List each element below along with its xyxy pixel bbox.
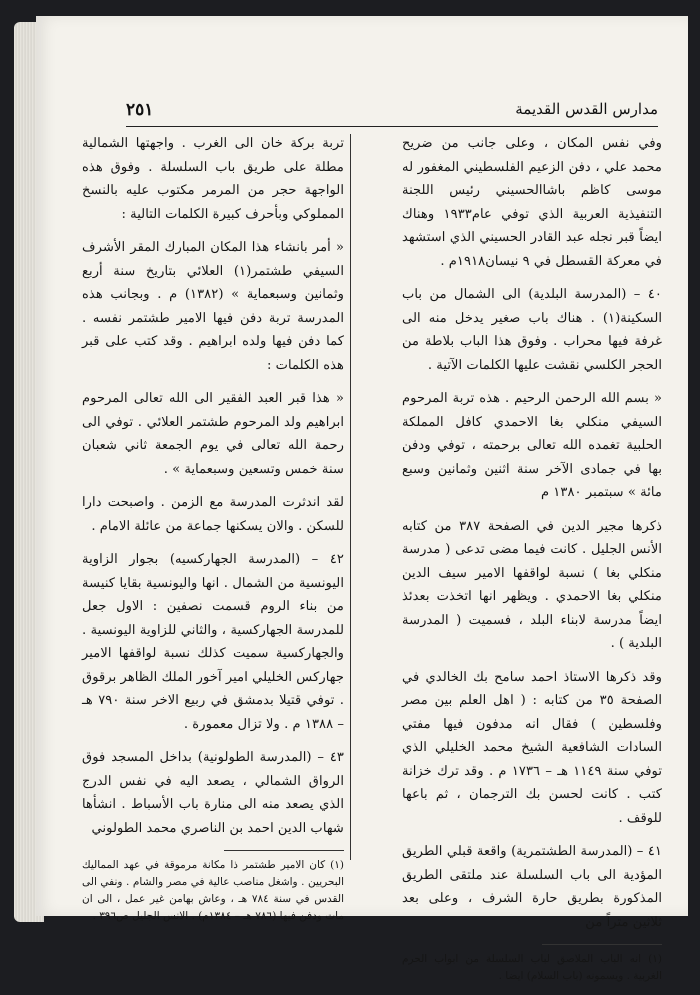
paragraph: ذكرها مجير الدين في الصفحة ٣٨٧ من كتابه الأنس الجليل . كانت فيما مضى تدعى ( مدرسة منكلي بغا ) نسبة لواقفها الامير سيف الدين منكلي بغا الاحمدي . ويظهر انها اتخذت بعدئذ ايضاً مدرسة لابناء البلد ، فسميت ( المدرسة البلدية ) . bbox=[402, 518, 662, 651]
footnote: (١) كان الامير طشتمر ذا مكانة مرموقة في عهد المماليك البحريين . واشغل مناصب عالية في مصر والشام . ونفي الى القدس في سنة ٧٨٤ هـ ، وعاش بهامن غير عمل ، الى ان مات ودفن فيها (٧٨٦ هـ – ١٣٨٤م) . الانس الجليل ص٣٩٦ . bbox=[82, 859, 344, 922]
paragraph: وقد ذكرها الاستاذ احمد سامح بك الخالدي في الصفحة ٣٥ من كتابه : ( اهل العلم بين مصر وفلسطين ) فقال انه مدفون فيها مفتي السادات الشافعية الشيخ محمد الخليلي الذي توفي سنة ١١٤٩ هـ – ١٧٣٦ م . وقد ترك خزانة كتب . كانت لحسن بك الترجمان ، ثم باعها للوقف . bbox=[402, 669, 662, 826]
footnote: (١) انه الباب الملاصق لباب السلسلة من ابواب الحرم الغربية . ويسمونه (باب السلام) ايضا . bbox=[402, 953, 662, 982]
left-column bbox=[82, 132, 344, 935]
running-title: مدارس القدس القديمة bbox=[515, 100, 658, 118]
paragraph: « بسم الله الرحمن الرحيم . هذه تربة المرحوم السيفي منكلي بغا الاحمدي كافل المملكة الحلبية تغمده الله تعالى برحمته ، توفي ودفن بها في جمادى الآخر سنة اثنين وثمانين وسبع مائة » سبتمبر ١٣٨٠ م bbox=[402, 391, 662, 500]
paragraph: ٤٣ – (المدرسة الطولونية) بداخل المسجد فوق الرواق الشمالي ، يصعد اليه في نفس الدرج الذي يصعد منه الى منارة باب الأسباط . انشأها شهاب الدين احمد بن الناصري محمد الطولوني bbox=[82, 750, 344, 836]
footnote-divider bbox=[542, 944, 662, 945]
right-column bbox=[402, 132, 662, 995]
page-number: ٢٥١ bbox=[126, 100, 154, 120]
paragraph: تربة بركة خان الى الغرب . واجهتها الشمالية مطلة على طريق باب السلسلة . وفوق هذه الواجهة حجر من المرمر مكتوب عليه بالنسخ المملوكي وبأحرف كبيرة الكلمات التالية : bbox=[82, 136, 344, 222]
paragraph: لقد اندثرت المدرسة مع الزمن . واصبحت دارا للسكن . والان يسكنها جماعة من عائلة الامام . bbox=[82, 495, 344, 534]
paragraph: ٤٢ – (المدرسة الجهاركسيه) بجوار الزاوية اليونسية من الشمال . انها واليونسية بقايا كنيسة من بناء الروم قسمت نصفين : الاول جعل للمدرسة الجهاركسية ، والثاني للزاوية اليونسية . والجهاركسية سميت كذلك نسبة لواقفها الامير جهاركس الخليلي امير آخور الملك الظاهر برقوق . توفي قتيلا بدمشق في ربيع الاخر سنة ٧٩٠ هـ – ١٣٨٨ م . ولا تزال معمورة . bbox=[82, 552, 344, 732]
paragraph: وفي نفس المكان ، وعلى جانب من ضريح محمد علي ، دفن الزعيم الفلسطيني المغفور له موسى كاظم باشاالحسيني رئيس اللجنة التنفيذية العربية الذي توفي عام١٩٣٣ وهناك ايضاً قبر نجله عبد القادر الحسيني الذي استشهد في معركة القسطل في ٩ نيسان١٩١٨م . bbox=[402, 136, 662, 269]
column-divider bbox=[350, 134, 351, 860]
paragraph: ٤٠ – (المدرسة البلدية) الى الشمال من باب السكينة(١) . هناك باب صغير يدخل منه الى غرفة فيها محراب . وفوق هذا الباب بلاطة من الحجر الكلسي نقشت عليها الكلمات الآتية . bbox=[402, 287, 662, 373]
paragraph: ٤١ – (المدرسة الطشتمرية) واقعة قبلي الطريق المؤدية الى باب السلسلة عند ملتقى الطريق المذكورة بطريق حارة الشرف ، وعلى بعد ثلاثين متراً من bbox=[402, 844, 662, 930]
paragraph: « هذا قبر العبد الفقير الى الله تعالى المرحوم ابراهيم ولد المرحوم طشتمر العلائي . توفي الى رحمة الله تعالى في يوم الجمعة ثاني شعبان سنة خمس وتسعين وسبعماية » . bbox=[82, 391, 344, 477]
page-header bbox=[126, 90, 658, 127]
footnote-divider bbox=[224, 850, 344, 851]
paragraph: « أمر بانشاء هذا المكان المبارك المقر الأشرف السيفي طشتمر(١) العلائي بتاريخ سنة أربع وثمانين وسبعماية » (١٣٨٢) م . وبجانب هذه المدرسة تربة دفن فيها الامير طشتمر نفسه . كما دفن فيها ولده ابراهيم . وقد كتب على قبر هذه الكلمات : bbox=[82, 240, 344, 373]
